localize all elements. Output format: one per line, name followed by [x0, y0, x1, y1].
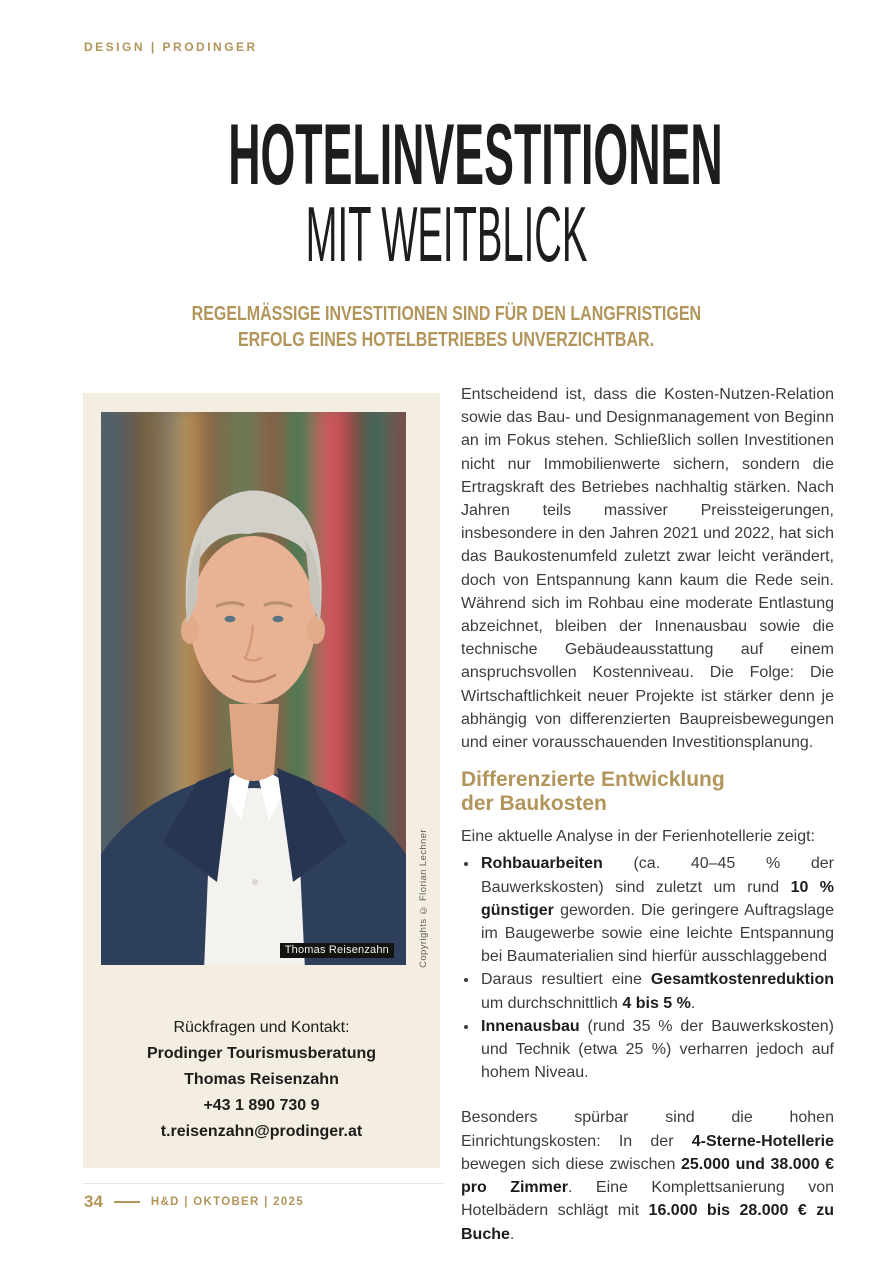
section-heading: Differenzierte Entwicklung der Baukosten [461, 768, 725, 816]
bullet-innenausbau: • Innenausbau (rund 35 % der Bauwerkskosten) und Technik (etwa 25 %) verharren jedoch auf hohem Niveau. [479, 1015, 834, 1085]
analysis-lead: Eine aktuelle Analyse in der Ferienhotellerie zeigt: [461, 828, 815, 846]
contact-phone: +43 1 890 730 9 [203, 1097, 320, 1114]
photo-caption: Thomas Reisenzahn [280, 943, 394, 958]
article-body-column [461, 383, 834, 1246]
section-eyebrow: DESIGN | PRODINGER [84, 40, 258, 54]
bullet-rohbau: • Rohbauarbeiten (ca. 40–45 % der Bauwerkskosten) sind zuletzt um rund 10 % günstiger geworden. Die geringere Auftragslage im Baugewerbe sowie eine leichte Entspannung bei Baumaterialien sind hierfür ausschlaggebend [479, 852, 834, 968]
cost-bullet-list [461, 852, 834, 1084]
article-subtitle-line2: ERFOLG EINES HOTELBETRIEBES UNVERZICHTBAR. [237, 329, 655, 351]
portrait-photo [101, 412, 406, 965]
page-number: 34 [84, 1192, 103, 1211]
footer-dash [114, 1201, 140, 1203]
contact-email: t.reisenzahn@prodinger.at [160, 1123, 363, 1140]
article-title-line1: HOTELINVESTITIONEN [228, 107, 723, 203]
sidebar-card [83, 393, 440, 1168]
contact-person: Thomas Reisenzahn [184, 1071, 339, 1088]
article-title-line2: MIT WEITBLICK [305, 190, 587, 279]
issue-label: H&D | OKTOBER | 2025 [150, 1196, 304, 1208]
article-title [0, 107, 892, 279]
contact-company: Prodinger Tourismusberatung [146, 1045, 377, 1062]
footer-divider [83, 1183, 443, 1184]
portrait-illustration [101, 412, 406, 965]
photo-credit: Copyrights © Florian Lechner [418, 829, 429, 968]
article-subtitle-line1: REGELMÄSSIGE INVESTITIONEN SIND FÜR DEN LANGFRISTIGEN [191, 303, 701, 325]
page-footer [84, 1190, 304, 1214]
intro-paragraph: Entscheidend ist, dass die Kosten-Nutzen-Relation sowie das Bau- und Designmanagement von Beginn an im Fokus stehen. Schließlich sollen Investitionen nicht nur Immobilienwerte sichern, sondern die Ertragskraft des Betriebes nachhaltig stärken. Nach Jahren teils massiver Preissteigerungen, insbesondere in den Jahren 2021 und 2022, hat sich das Baukostenumfeld zuletzt zwar leicht verändert, doch von Entspannung kann kaum die Rede sein. Während sich im Rohbau eine moderate Entlastung abzeichnet, bleiben der Innenausbau sowie die technische Gebäudeausstattung auf einem anspruchsvollen Kostenniveau. Die Folge: Die Wirtschaftlichkeit neuer Projekte ist stärker denn je abhängig von differenzierten Baupreisbewegungen und einer vorausschauenden Investitionsplanung. [461, 386, 834, 752]
contact-block [83, 1015, 440, 1145]
contact-heading: Rückfragen und Kontakt: [173, 1019, 350, 1036]
article-subtitle [0, 302, 892, 354]
bullet-gesamtkosten: • Daraus resultiert eine Gesamtkostenreduktion um durchschnittlich 4 bis 5 %. [479, 968, 834, 1014]
closing-paragraph: Besonders spürbar sind die hohen Einrichtungskosten: In der 4-Sterne-Hotellerie bewegen sich diese zwischen 25.000 und 38.000 € pro Zimmer. Eine Komplettsanierung von Hotelbädern schlägt mit 16.000 bis 28.000 € zu Buche. [461, 1109, 835, 1243]
